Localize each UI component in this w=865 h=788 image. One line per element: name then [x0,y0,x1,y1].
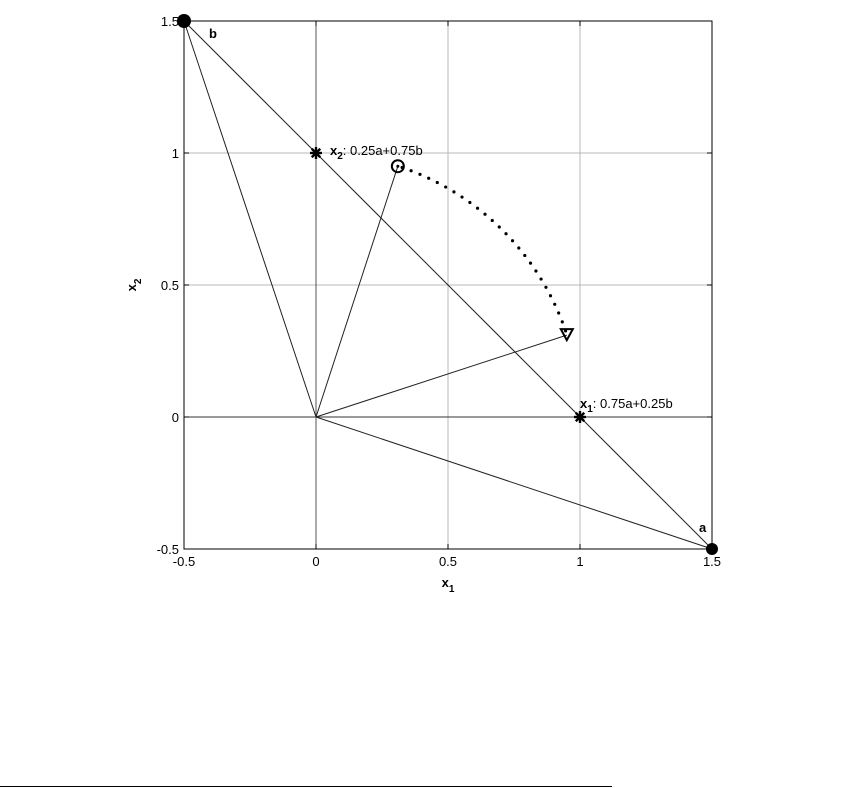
point-x1-label: $x_1$: 0.75a+0.25b [580,396,673,415]
arc-dot [427,177,430,180]
arc-dot [544,286,547,289]
arc-dot [498,225,501,228]
arc-dot [539,277,542,280]
x-tick-label: 1.5 [702,554,722,569]
arc-dot [549,294,552,297]
dotted-arc [401,166,568,333]
arc-dot [460,195,463,198]
arc-dot [523,254,526,257]
point-b-label: b [209,26,217,41]
arc-dot [517,246,520,249]
segment-line-1 [184,21,316,417]
footer-rule [0,786,612,787]
segment-line-4 [316,335,567,417]
x-tick-label: -0.5 [172,554,196,569]
y-tick-label: 0.5 [160,278,179,293]
arc-dot [468,201,471,204]
x-tick-label: 0 [312,554,320,569]
y-tick-label: -0.5 [156,542,179,557]
arc-dot [511,239,514,242]
arc-dot [418,173,421,176]
x-axis-label: $x_1$ [441,575,455,595]
arc-dot [534,269,537,272]
arc-dot [504,232,507,235]
arc-dot [553,303,556,306]
x-tick-label: 0.5 [438,554,458,569]
arc-dot [444,185,447,188]
arc-dot [476,207,479,210]
y-tick-label: 0 [171,410,179,425]
arc-dot [561,320,564,323]
arc-dot [529,262,532,265]
arc-dot [436,181,439,184]
segment-line-3 [316,166,398,417]
arc-dot [410,169,413,172]
y-axis-label: $x_2$ [124,278,144,292]
y-tick-label: 1.5 [160,14,179,29]
start-circle-center [396,165,399,168]
arc-dot [483,213,486,216]
arc-dot [491,219,494,222]
arc-dot [452,190,455,193]
point-x2-label: $x_2$: 0.25a+0.75b [330,143,423,162]
tick-labels [157,14,721,569]
segment-line-2 [316,417,712,549]
arc-dot [557,311,560,314]
y-tick-label: 1 [171,146,179,161]
point-a-label: a [699,520,707,535]
x-tick-label: 1 [576,554,584,569]
